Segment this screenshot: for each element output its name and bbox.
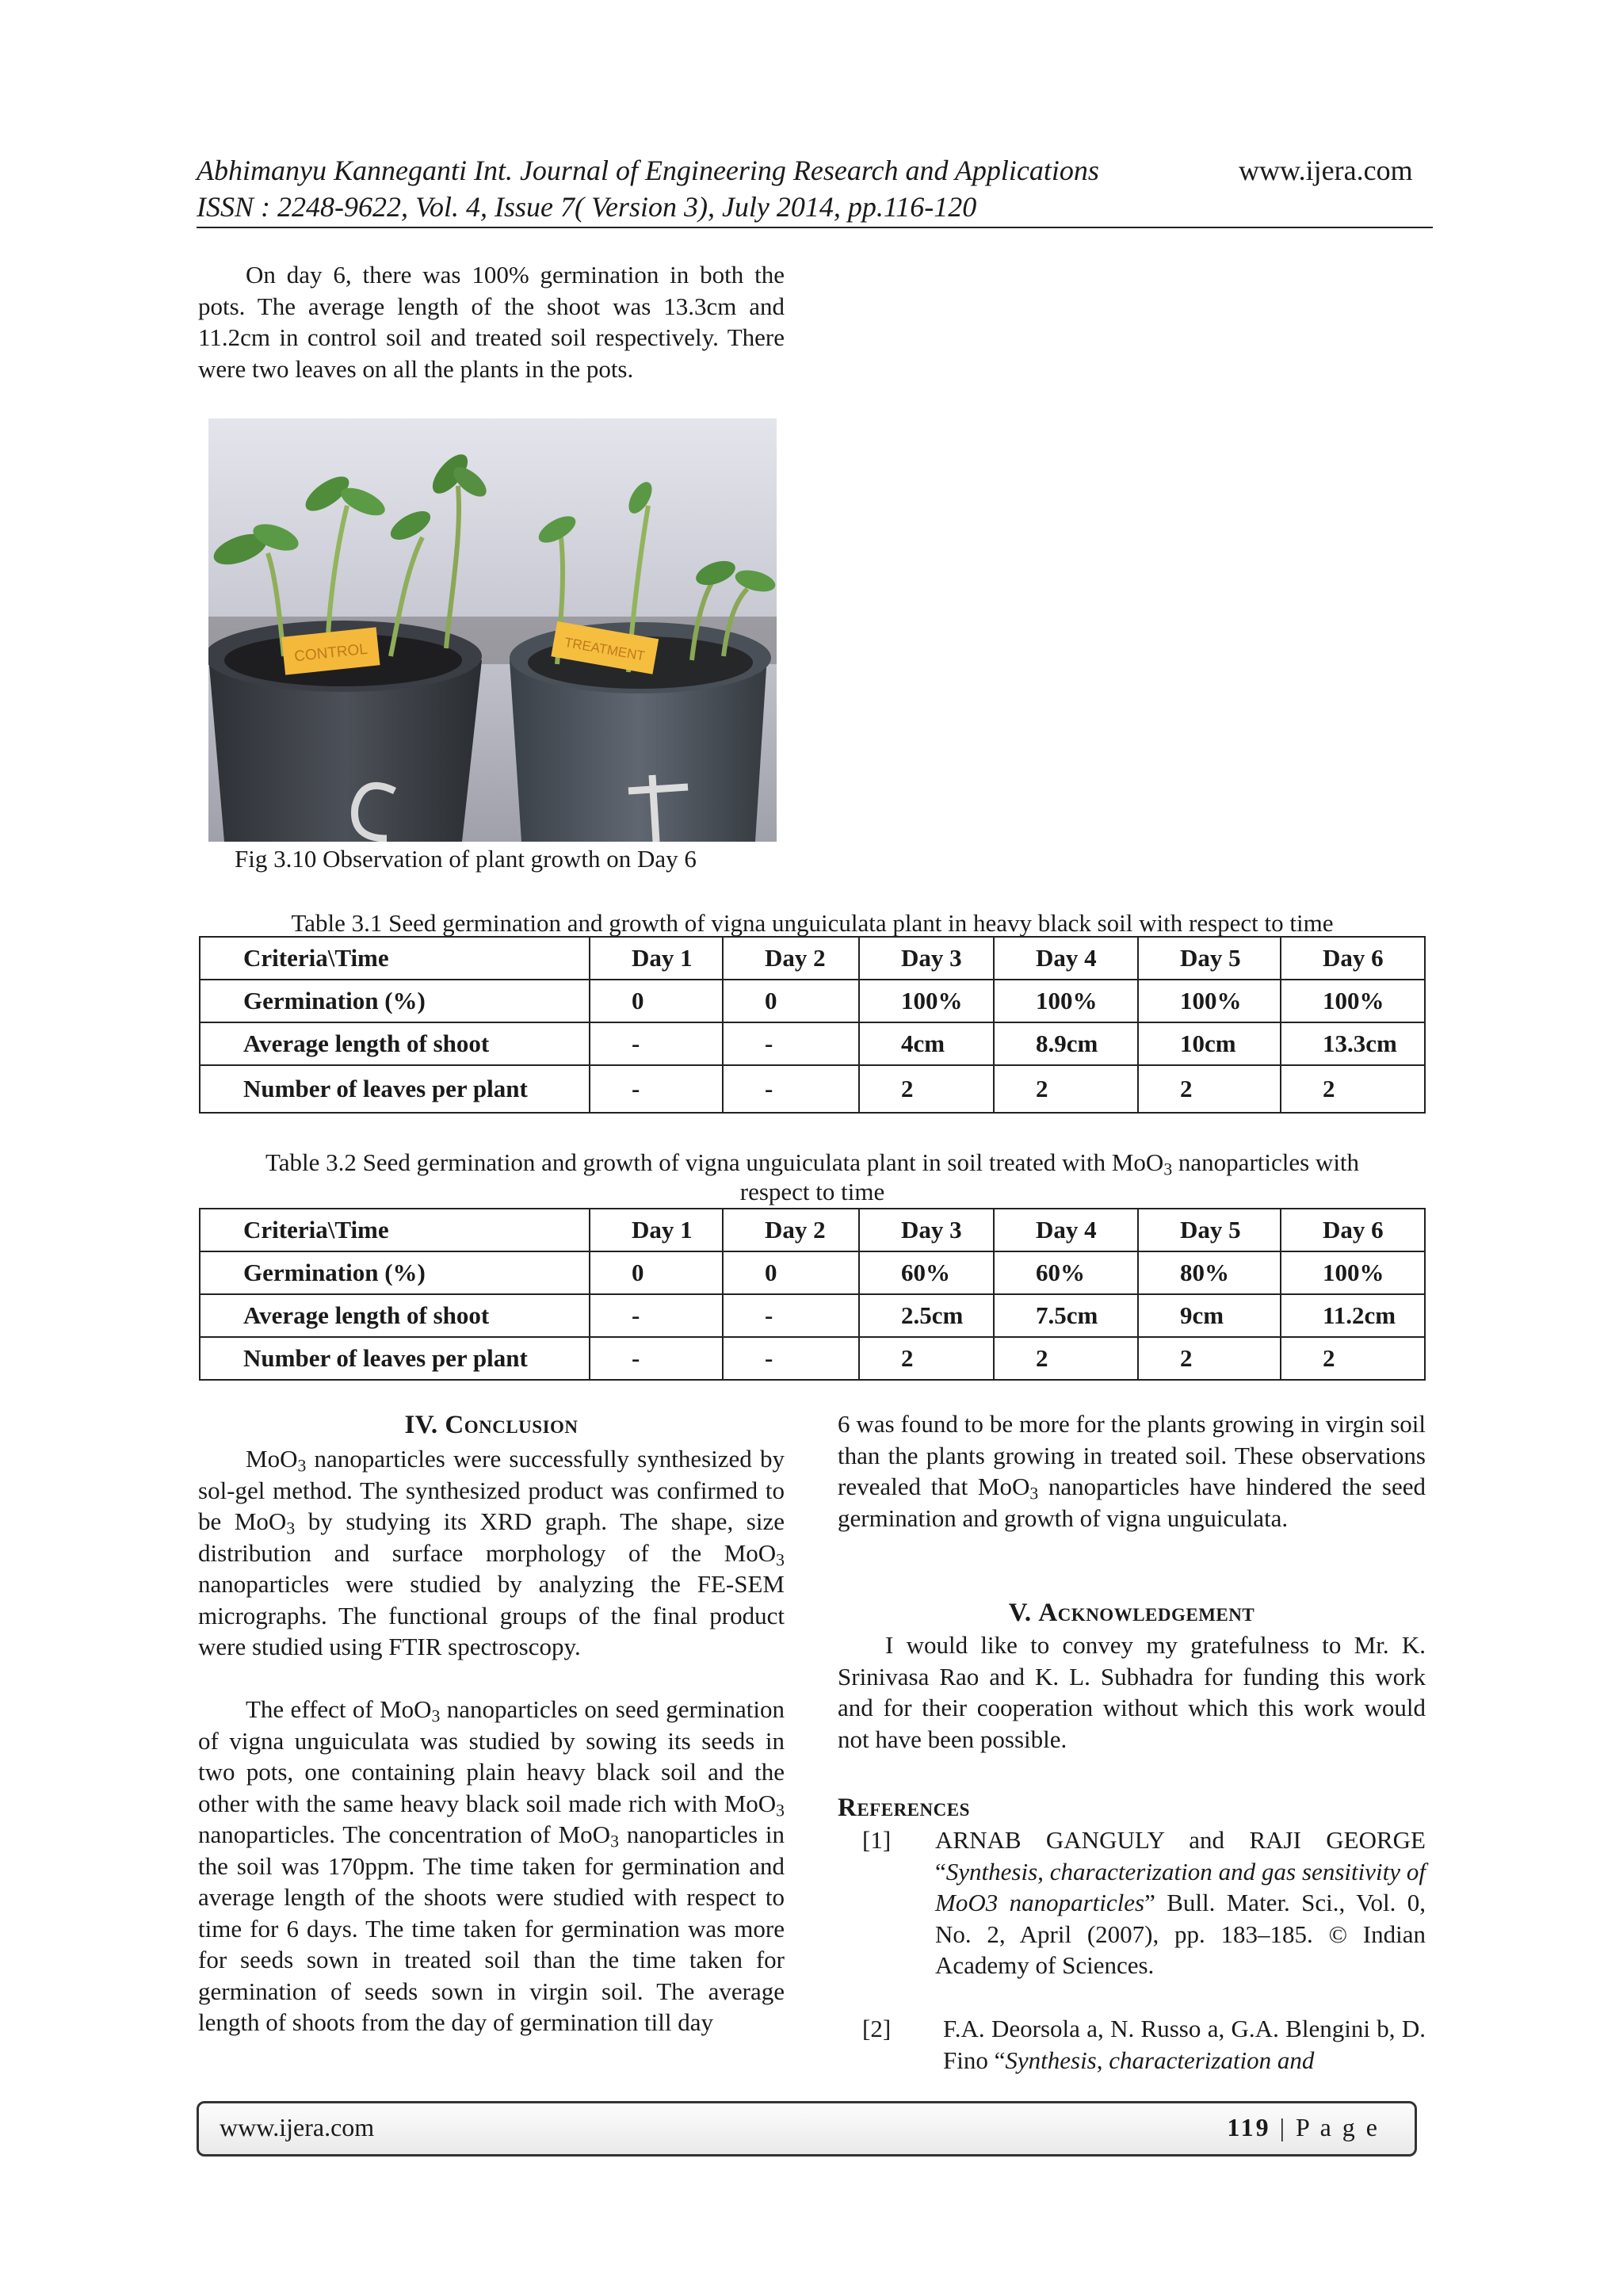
section-title: Acknowledgement <box>1038 1599 1255 1627</box>
subscript: 3 <box>1029 1484 1039 1503</box>
table-cell: - <box>723 1294 859 1337</box>
subscript: 3 <box>297 1456 307 1476</box>
text-run: nanoparticles were successfully synthesized by sol-gel method. The synthesized product was confirmed to be MoO <box>198 1445 785 1535</box>
table-cell: - <box>723 1065 859 1113</box>
table-cell: 2 <box>994 1065 1138 1113</box>
header-divider <box>197 227 1433 228</box>
page-number <box>1227 2113 1380 2142</box>
table-cell: - <box>590 1022 723 1065</box>
table-cell: 60% <box>994 1251 1138 1294</box>
table-cell: 100% <box>859 980 994 1022</box>
text-run: nanoparticles were studied by analyzing the FE-SEM micrographs. The functional groups of the final product were studied using FTIR spectroscopy. <box>198 1570 785 1660</box>
table-cell: 13.3cm <box>1281 1022 1425 1065</box>
reference-title: Synthesis, characterization and gas sensitivity of MoO3 nanoparticles <box>935 1857 1426 1916</box>
header-cell: Day 6 <box>1281 1209 1425 1251</box>
table-cell: 9cm <box>1138 1294 1281 1337</box>
text-run: nanoparticles have hindered the seed germination and growth of vigna unguiculata. <box>838 1473 1426 1532</box>
subscript: 3 <box>776 1800 785 1820</box>
header-cell: Criteria\Time <box>200 1209 590 1251</box>
subscript: 3 <box>776 1549 785 1569</box>
text-run: nanoparticles on seed germination of vigna unguiculata was studied by sowing its seeds in two pots, one containing plain heavy black soil and the other with the same heavy black soil made rich with MoO <box>198 1695 785 1817</box>
table-cell: 8.9cm <box>994 1022 1138 1065</box>
figure-caption: Fig 3.10 Observation of plant growth on Day 6 <box>235 845 697 873</box>
table-cell: 4cm <box>859 1022 994 1065</box>
header-cell: Criteria\Time <box>200 937 590 980</box>
table-cell: 2 <box>859 1065 994 1113</box>
header-website-link[interactable]: www.ijera.com <box>1239 155 1413 186</box>
plant-growth-photo <box>208 418 777 842</box>
section-title: Conclusion <box>445 1411 579 1439</box>
page-footer <box>197 2101 1417 2157</box>
caption-text: Table 3.2 Seed germination and growth of vigna unguiculata plant in soil treated with MoO <box>265 1148 1164 1176</box>
table-cell: 2 <box>1138 1065 1281 1113</box>
table-cell: Germination (%) <box>200 1251 590 1294</box>
table-cell: 2 <box>859 1337 994 1380</box>
reference-item <box>943 2013 1426 2076</box>
table-3-1 <box>199 936 1426 1114</box>
reference-number: [1] <box>862 1826 892 1854</box>
table-cell: - <box>723 1337 859 1380</box>
table-cell: 100% <box>994 980 1138 1022</box>
conclusion-heading <box>198 1411 785 1440</box>
header-cell: Day 5 <box>1138 1209 1281 1251</box>
table-header-row <box>200 1209 1425 1251</box>
table-cell: 100% <box>1281 980 1425 1022</box>
table-cell: Number of leaves per plant <box>200 1065 590 1113</box>
table-cell: 80% <box>1138 1251 1281 1294</box>
references-heading: References <box>838 1794 970 1822</box>
table1-caption: Table 3.1 Seed germination and growth of vigna unguiculata plant in heavy black soil with respect to time <box>291 909 1334 937</box>
header-cell: Day 4 <box>994 1209 1138 1251</box>
control-label: CONTROL <box>293 640 369 666</box>
table-cell: 11.2cm <box>1281 1294 1425 1337</box>
reference-number: [2] <box>862 2015 892 2042</box>
treatment-label: TREATMENT <box>563 634 647 664</box>
conclusion-paragraph-3 <box>838 1408 1426 1534</box>
table-cell: 2 <box>1138 1337 1281 1380</box>
subscript: 3 <box>610 1832 619 1851</box>
table-cell: 2 <box>994 1337 1138 1380</box>
text-run: 6 was found to be more for the plants growing in virgin soil than the plants growing in treated soil. These observations revealed that MoO <box>838 1410 1426 1500</box>
header-cell: Day 2 <box>723 1209 859 1251</box>
table-row <box>200 1022 1425 1065</box>
table-cell: 100% <box>1281 1251 1425 1294</box>
table-cell: 0 <box>590 1251 723 1294</box>
table-cell: 2 <box>1281 1337 1425 1380</box>
text-run: The effect of MoO <box>246 1695 432 1723</box>
table-cell: Average length of shoot <box>200 1022 590 1065</box>
acknowledgement-text: I would like to convey my gratefulness to Mr. K. Srinivasa Rao and K. L. Subhadra for funding this work and for their cooperation without which this work would not have been possible. <box>838 1631 1426 1753</box>
reference-authors: F.A. Deorsola a, N. Russo a, G.A. Blengini b, D. Fino “ <box>943 2015 1426 2074</box>
section-number: IV. <box>404 1411 445 1439</box>
text-run: by studying its XRD graph. The shape, size distribution and surface morphology of the MoO <box>198 1507 785 1567</box>
table-row <box>200 1251 1425 1294</box>
header-cell: Day 3 <box>859 1209 994 1251</box>
table-cell: 2.5cm <box>859 1294 994 1337</box>
table-cell: - <box>723 1022 859 1065</box>
table-cell: Germination (%) <box>200 980 590 1022</box>
table-cell: 60% <box>859 1251 994 1294</box>
header-cell: Day 5 <box>1138 937 1281 980</box>
table2-caption <box>198 1148 1426 1206</box>
issn-line: ISSN : 2248-9622, Vol. 4, Issue 7( Version 3), July 2014, pp.116-120 <box>197 191 977 223</box>
text-run: MoO <box>246 1445 298 1473</box>
header-cell: Day 1 <box>590 937 723 980</box>
table-cell: - <box>590 1337 723 1380</box>
header-cell: Day 2 <box>723 937 859 980</box>
table-cell: 0 <box>723 980 859 1022</box>
conclusion-paragraph-1 <box>198 1443 785 1663</box>
table-row <box>200 980 1425 1022</box>
reference-item <box>935 1824 1426 1981</box>
page-number-value: 119 <box>1227 2113 1271 2141</box>
reference-authors: ARNAB GANGULY and RAJI GEORGE “ <box>935 1826 1426 1885</box>
table-cell: 100% <box>1138 980 1281 1022</box>
section-number: V. <box>1008 1599 1039 1627</box>
table-cell: - <box>590 1065 723 1113</box>
header-cell: Day 3 <box>859 937 994 980</box>
table-row <box>200 1337 1425 1380</box>
table-cell: 0 <box>590 980 723 1022</box>
table-cell: Number of leaves per plant <box>200 1337 590 1380</box>
footer-website-link[interactable]: www.ijera.com <box>220 2113 375 2141</box>
subscript: 3 <box>286 1519 296 1538</box>
header-cell: Day 6 <box>1281 937 1425 980</box>
table-3-2 <box>199 1208 1426 1381</box>
acknowledgement-heading <box>838 1599 1426 1628</box>
header-cell: Day 1 <box>590 1209 723 1251</box>
subscript: 3 <box>431 1706 441 1726</box>
text-run: nanoparticles. The concentration of MoO <box>198 1820 611 1848</box>
conclusion-paragraph-2 <box>198 1694 785 2038</box>
table-cell: 10cm <box>1138 1022 1281 1065</box>
reference-details: ” Bull. Mater. Sci., Vol. 0, No. 2, April (2007), pp. 183–185. © Indian Academy of Sciences. <box>935 1889 1426 1979</box>
subscript: 3 <box>1163 1159 1173 1179</box>
caption-text: respect to time <box>739 1178 885 1205</box>
text-run: nanoparticles in the soil was 170ppm. The time taken for germination and average length of the shoots were studied with respect to time for 6 days. The time taken for germination was more for seeds sown in treated soil than the time taken for germination of seeds sown in virgin soil. The average length of shoots from the day of germination till day <box>198 1820 785 2036</box>
page-label: | P a g e <box>1270 2113 1380 2141</box>
table-row <box>200 1065 1425 1113</box>
table-cell: - <box>590 1294 723 1337</box>
table-cell: 2 <box>1281 1065 1425 1113</box>
caption-text: nanoparticles with <box>1172 1148 1360 1176</box>
reference-title: Synthesis, characterization and <box>1005 2046 1315 2074</box>
table-header-row <box>200 937 1425 980</box>
header-cell: Day 4 <box>994 937 1138 980</box>
journal-title: Abhimanyu Kanneganti Int. Journal of Engineering Research and Applications <box>197 155 1099 186</box>
table-cell: 0 <box>723 1251 859 1294</box>
intro-paragraph: On day 6, there was 100% germination in both the pots. The average length of the shoot was 13.3cm and 11.2cm in control soil and treated soil respectively. There were two leaves on all the plants in the pots. <box>198 261 785 383</box>
table-cell: Average length of shoot <box>200 1294 590 1337</box>
table-row <box>200 1294 1425 1337</box>
table-cell: 7.5cm <box>994 1294 1138 1337</box>
